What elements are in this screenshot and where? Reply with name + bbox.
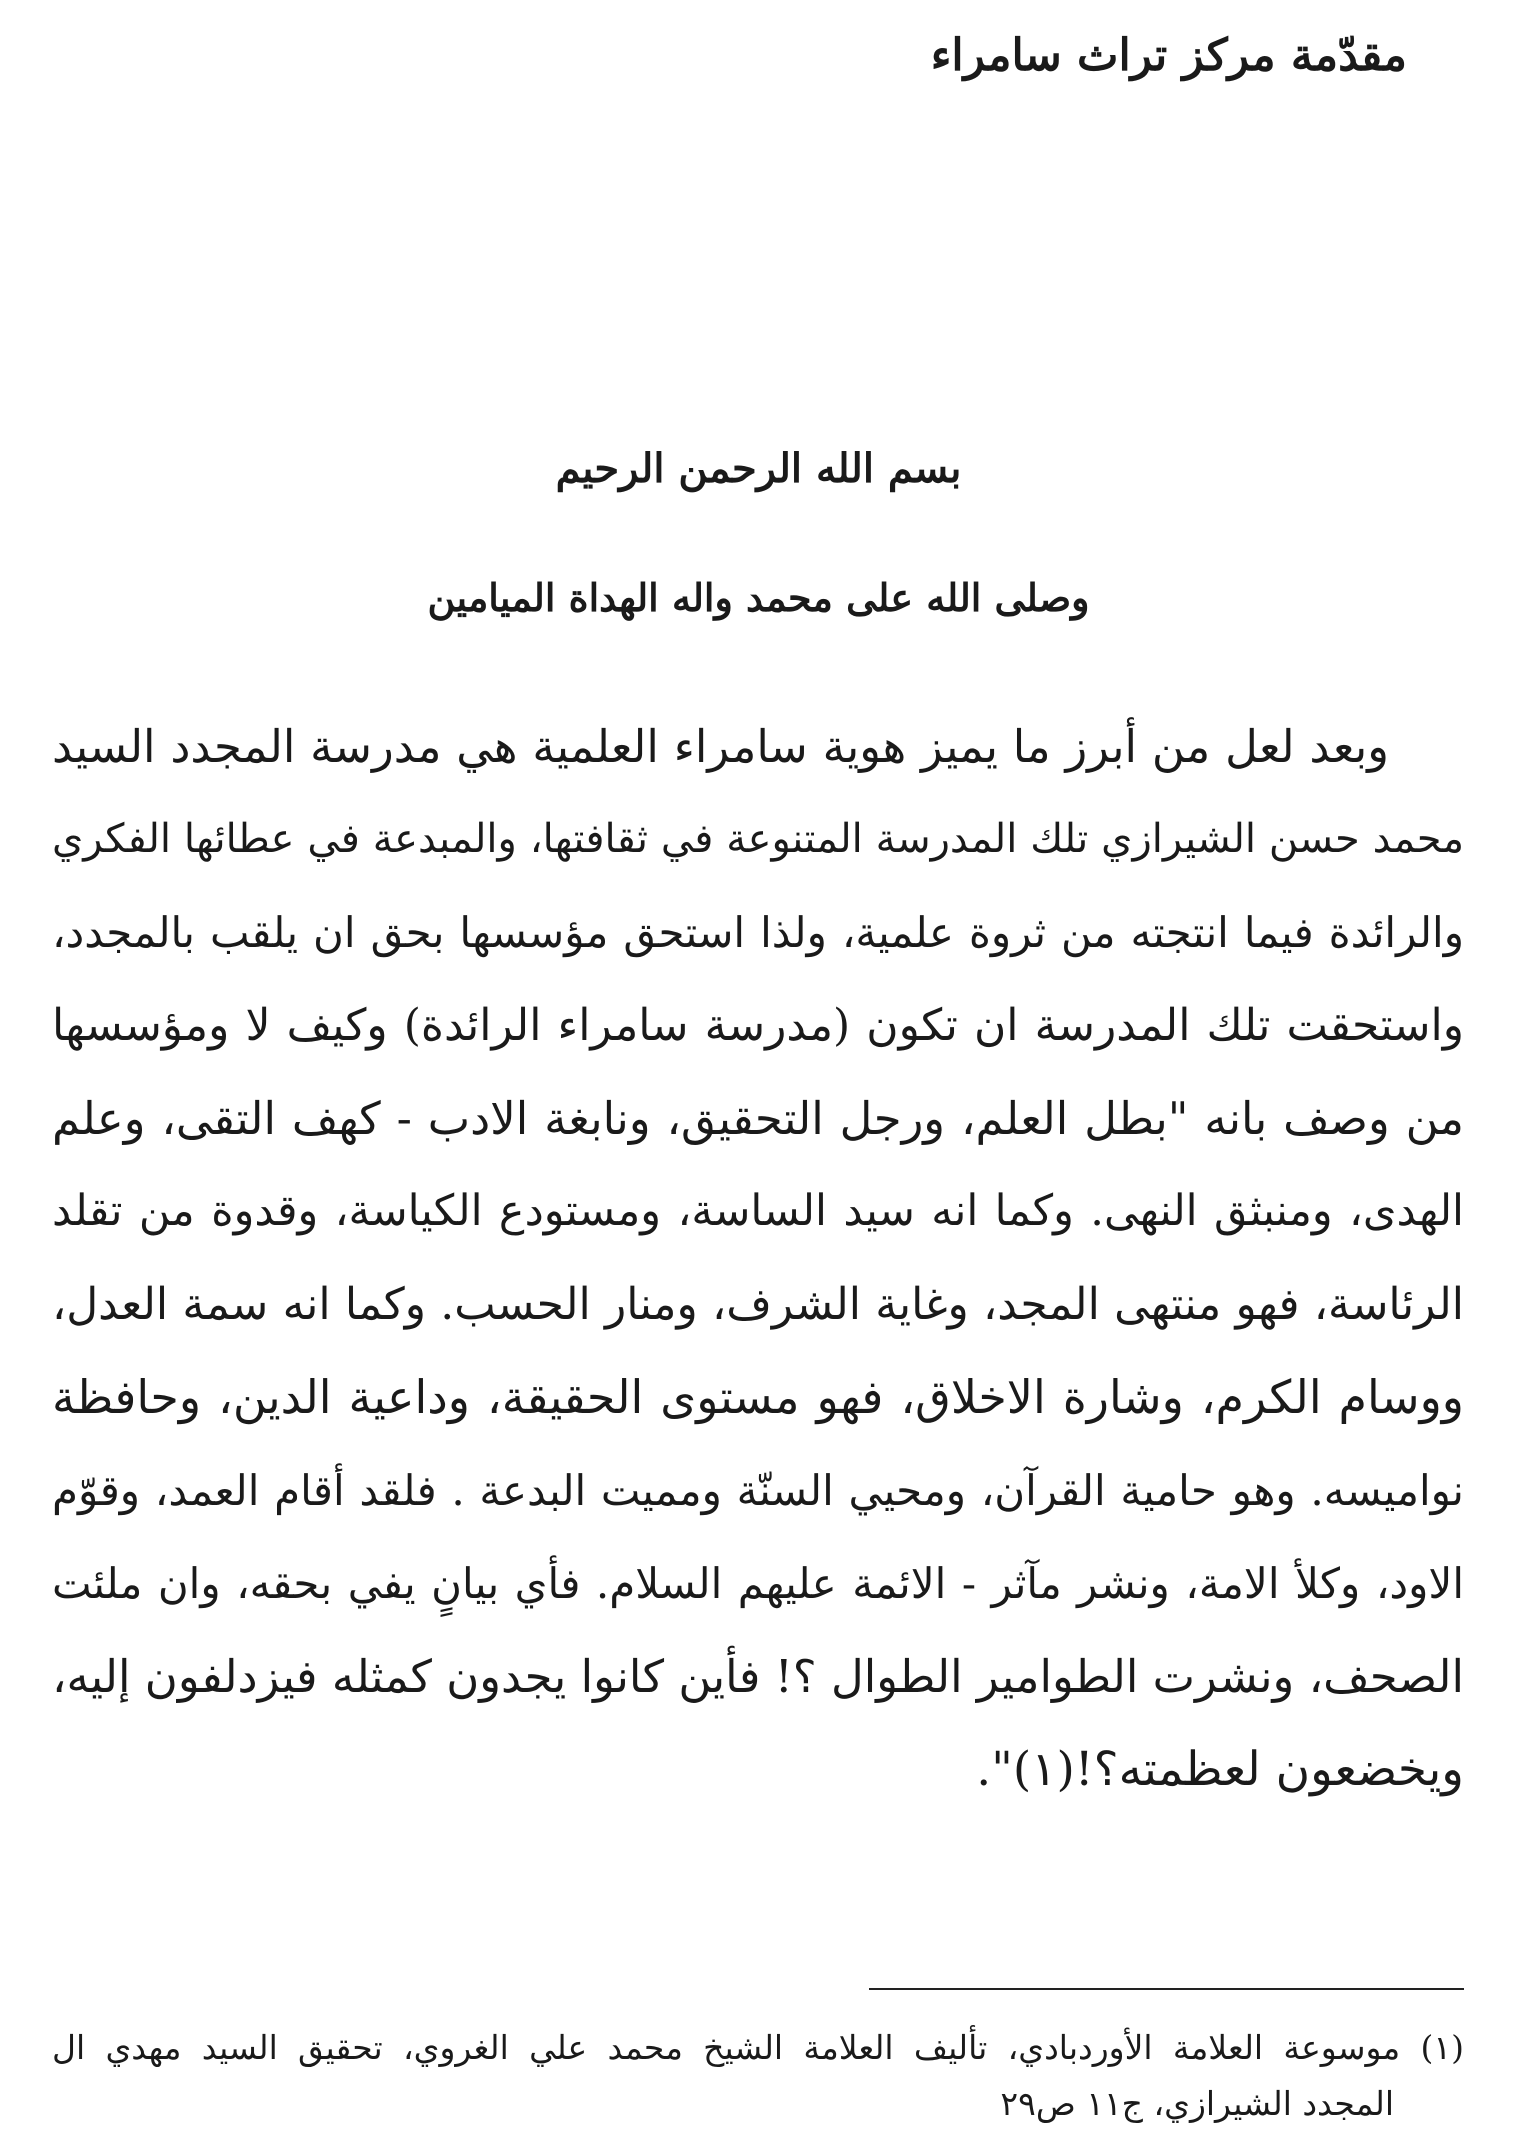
- salawat-heading: وصلى الله على محمد واله الهداة الميامين: [427, 575, 1090, 620]
- body-line: واستحقت تلك المدرسة ان تكون (مدرسة سامراء الرائدة) وكيف لا ومؤسسها: [52, 1000, 1464, 1051]
- body-line: ووسام الكرم، وشارة الاخلاق، فهو مستوى الحقيقة، وداعية الدين، وحافظة: [52, 1370, 1464, 1424]
- body-line: محمد حسن الشيرازي تلك المدرسة المتنوعة في ثقافتها، والمبدعة في عطائها الفكري: [52, 816, 1464, 862]
- body-line: الهدى، ومنبثق النهى. وكما انه سيد الساسة، ومستودع الكياسة، وقدوة من تقلد: [52, 1186, 1464, 1236]
- footnote-line: (١) موسوعة العلامة الأوردبادي، تأليف العلامة الشيخ محمد علي الغروي، تحقيق السيد مهدي ال: [52, 2028, 1464, 2067]
- body-paragraph: [52, 700, 1464, 1816]
- body-line: الصحف، ونشرت الطوامير الطوال ؟! فأين كانوا يجدون كمثله فيزدلفون إليه،: [52, 1650, 1464, 1703]
- basmala-heading: بسم الله الرحمن الرحيم: [555, 445, 962, 492]
- body-line: الرئاسة، فهو منتهى المجد، وغاية الشرف، ومنار الحسب. وكما انه سمة العدل،: [52, 1279, 1464, 1330]
- body-line: الاود، وكلأ الامة، ونشر مآثر - الائمة عليهم السلام. فأي بيانٍ يفي بحقه، وان ملئت: [52, 1559, 1464, 1608]
- body-line: ويخضعون لعظمته؟!(١)".: [976, 1742, 1464, 1797]
- footnote-divider: [869, 1988, 1464, 1990]
- footnote: [52, 2020, 1464, 2132]
- body-line: والرائدة فيما انتجته من ثروة علمية، ولذا استحق مؤسسها بحق ان يلقب بالمجدد،: [52, 908, 1464, 957]
- running-header: مقدّمة مركز تراث سامراء: [930, 30, 1407, 81]
- footnote-line: المجدد الشيرازي، ج١١ ص٢٩: [1000, 2084, 1394, 2123]
- body-line: من وصف بانه "بطل العلم، ورجل التحقيق، ونابغة الادب - كهف التقى، وعلم: [52, 1092, 1464, 1145]
- body-line: وبعد لعل من أبرز ما يميز هوية سامراء العلمية هي مدرسة المجدد السيد: [52, 720, 1389, 773]
- body-line: نواميسه. وهو حامية القرآن، ومحيي السنّة ومميت البدعة . فلقد أقام العمد، وقوّم: [52, 1466, 1464, 1515]
